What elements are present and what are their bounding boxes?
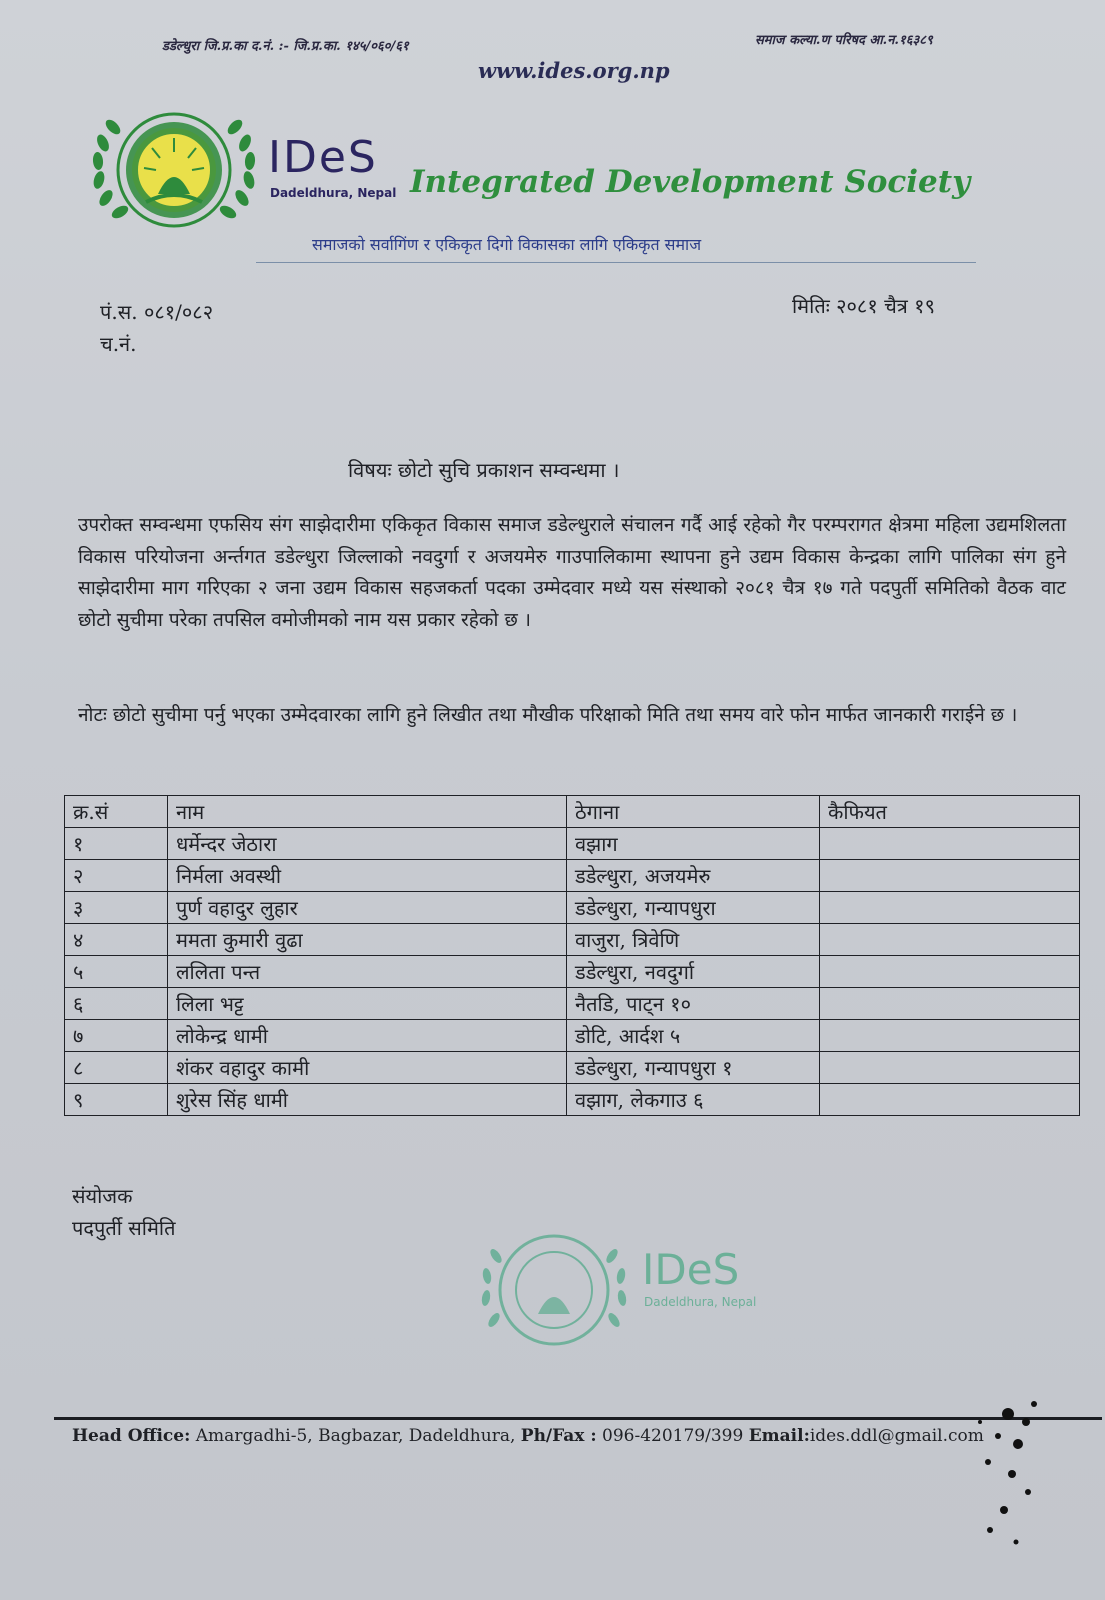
serial-cell: ८	[65, 1052, 168, 1084]
remarks-cell	[820, 956, 1080, 988]
table-row	[65, 924, 1080, 956]
column-header: क्र.सं	[65, 796, 168, 828]
organization-name: Integrated Development Society	[410, 164, 971, 200]
table-row	[65, 1052, 1080, 1084]
address-cell: डडेल्धुरा, गन्यापधुरा १	[567, 1052, 820, 1084]
remarks-cell	[820, 988, 1080, 1020]
remarks-cell	[820, 1052, 1080, 1084]
address-cell: वझाग	[567, 828, 820, 860]
letter-date: मितिः २०८१ चैत्र १९	[792, 294, 935, 318]
serial-cell: ४	[65, 924, 168, 956]
stamp-wordmark: IDeS	[642, 1245, 740, 1294]
registration-left: डडेल्धुरा जि.प्र.का द.नं. :- जि.प्र.का. १४५/०६०/६१	[162, 39, 409, 54]
name-cell: पुर्ण वहादुर लुहार	[168, 892, 567, 924]
footer-label-phone: Ph/Fax :	[520, 1426, 597, 1446]
brand-location: Dadeldhura, Nepal	[270, 186, 397, 200]
table-row	[65, 956, 1080, 988]
letter-number: पं.स. ०८१/०८२	[100, 300, 214, 324]
address-cell: वझाग, लेकगाउ ६	[567, 1084, 820, 1116]
footer-email: ides.ddl@gmail.com	[809, 1426, 984, 1446]
address-cell: डडेल्धुरा, अजयमेरु	[567, 860, 820, 892]
footer-office: Amargadhi-5, Bagbazar, Dadeldhura,	[195, 1426, 516, 1446]
serial-cell: ३	[65, 892, 168, 924]
serial-cell: ७	[65, 1020, 168, 1052]
signatory-committee: पदपुर्ती समिति	[72, 1216, 176, 1240]
footer-label-email: Email:	[748, 1426, 810, 1446]
signature-block	[72, 1180, 176, 1244]
header-divider	[256, 262, 976, 263]
table-row	[65, 988, 1080, 1020]
serial-cell: १	[65, 828, 168, 860]
remarks-cell	[820, 860, 1080, 892]
note-paragraph: नोटः छोटो सुचीमा पर्नु भएका उम्मेदवारका लागि हुने लिखीत तथा मौखीक परिक्षाको मिति तथा समय वारे फोन मार्फत जानकारी गराईने छ ।	[78, 704, 1018, 726]
name-cell: धर्मेन्दर जेठारा	[168, 828, 567, 860]
stamp-location: Dadeldhura, Nepal	[644, 1295, 756, 1309]
serial-cell: ५	[65, 956, 168, 988]
name-cell: लिला भट्ट	[168, 988, 567, 1020]
serial-cell: ९	[65, 1084, 168, 1116]
dispatch-number: च.नं.	[100, 332, 137, 356]
ides-emblem-logo	[86, 108, 262, 234]
table-row	[65, 892, 1080, 924]
column-header: नाम	[168, 796, 567, 828]
reference-block	[100, 296, 213, 360]
table-row	[65, 828, 1080, 860]
body-paragraph: उपरोक्त सम्वन्धमा एफसिय संग साझेदारीमा एकिकृत विकास समाज डडेल्धुराले संचालन गर्दै आई रहेको गैर परम्परागत क्षेत्रमा महिला उद्यमशिलता विकास परियोजना अर्न्तगत डडेल्धुरा जिल्लाको नवदुर्गा र अजयमेरु गाउपालिकामा स्थापना हुने उद्यम विकास केन्द्रका लागि पालिका संग हुने साझेदारीमा माग गरिएका २ जना उद्यम विकास सहजकर्ता पदका उम्मेदवार मध्ये यस संस्थाको २०८१ चैत्र १७ गते पदपुर्ती समितिको वैठक वाट छोटो सुचीमा परेका तपसिल वमोजीमको नाम यस प्रकार रहेको छ ।	[78, 514, 1066, 631]
signatory-title: संयोजक	[72, 1184, 133, 1208]
website-url: www.ides.org.np	[478, 58, 670, 83]
registration-right: समाज कल्या.ण परिषद आ.न.१६३८९	[755, 33, 933, 48]
remarks-cell	[820, 924, 1080, 956]
name-cell: शुरेस सिंह धामी	[168, 1084, 567, 1116]
name-cell: ममता कुमारी वुढा	[168, 924, 567, 956]
footer-phone: 096-420179/399	[602, 1426, 744, 1446]
footer-contact	[72, 1426, 984, 1446]
remarks-cell	[820, 892, 1080, 924]
brand-wordmark: IDeS	[268, 132, 378, 183]
address-cell: डडेल्धुरा, गन्यापधुरा	[567, 892, 820, 924]
address-cell: नैतडि, पाट्न १०	[567, 988, 820, 1020]
serial-cell: २	[65, 860, 168, 892]
tagline: समाजको सर्वागिंण र एकिकृत दिगो विकासका लागि एकिकृत समाज	[312, 235, 702, 254]
letter-subject: विषयः छोटो सुचि प्रकाशन सम्वन्धमा ।	[348, 458, 620, 482]
table-row	[65, 1020, 1080, 1052]
name-cell: लोकेन्द्र धामी	[168, 1020, 567, 1052]
address-cell: वाजुरा, त्रिवेणि	[567, 924, 820, 956]
address-cell: डोटि, आर्दश ५	[567, 1020, 820, 1052]
footer-label-office: Head Office:	[72, 1426, 191, 1446]
name-cell: निर्मला अवस्थी	[168, 860, 567, 892]
shortlist-table	[64, 795, 1080, 1116]
ink-smudge	[968, 1392, 1068, 1572]
column-header: ठेगाना	[567, 796, 820, 828]
remarks-cell	[820, 828, 1080, 860]
table-row	[65, 860, 1080, 892]
table-row	[65, 1084, 1080, 1116]
name-cell: शंकर वहादुर कामी	[168, 1052, 567, 1084]
serial-cell: ६	[65, 988, 168, 1020]
remarks-cell	[820, 1020, 1080, 1052]
organization-stamp	[474, 1222, 756, 1360]
footer-divider	[54, 1417, 1102, 1420]
column-header: कैफियत	[820, 796, 1080, 828]
address-cell: डडेल्धुरा, नवदुर्गा	[567, 956, 820, 988]
remarks-cell	[820, 1084, 1080, 1116]
name-cell: ललिता पन्त	[168, 956, 567, 988]
table-header-row	[65, 796, 1080, 828]
